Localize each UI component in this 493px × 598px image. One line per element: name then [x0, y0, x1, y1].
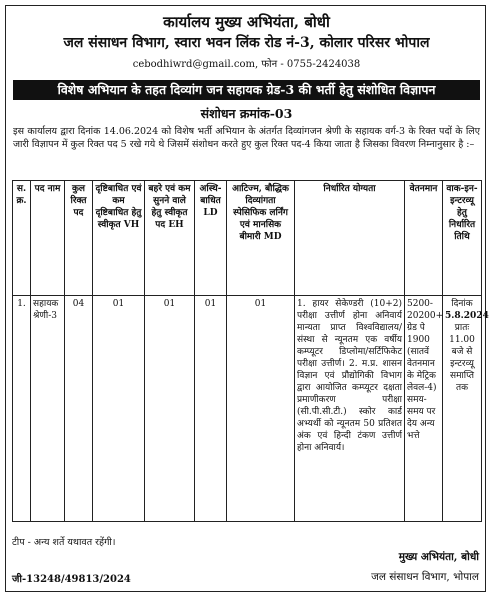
interview-date: 5.8.2024 [445, 311, 489, 321]
cell-post: सहायक श्रेणी-3 [31, 296, 65, 522]
department-address: जल संसाधन विभाग, स्वारा भवन लिंक रोड नं-3, कोलार परिसर भोपाल [63, 35, 430, 51]
table-header-row [13, 181, 482, 296]
contact-line: cebodhiwrd@gmail.com, फोन - 0755-2424038 [132, 59, 361, 70]
header-date: वाक-इन-इन्टरव्यू हेतु निर्धारित तिथि [443, 181, 482, 296]
cell-sno: 1. [13, 296, 31, 522]
cell-md: 01 [227, 296, 295, 522]
date-prefix: दिनांक [451, 299, 473, 309]
header-eh: बहरे एवं कम सुनने वाले हेतु स्वीकृत पद EH [145, 181, 195, 296]
header-qualification: निर्धारित योग्यता [295, 181, 405, 296]
cell-total: 04 [65, 296, 93, 522]
header-post: पद नाम [31, 181, 65, 296]
header-pay: वेतनमान [405, 181, 443, 296]
reference-number: जी-13248/49813/2024 [12, 574, 131, 585]
header-total: कुल रिक्त पद [65, 181, 93, 296]
amendment-number: संशोधन क्रमांक-03 [200, 106, 293, 121]
cell-date [443, 296, 489, 522]
cell-vh: 01 [93, 296, 145, 522]
header-ld: अस्थि-बाधित LD [195, 181, 227, 296]
header-vh: दृष्टिबाधित एवं कम दृष्टिबाधित हेतु स्वीकृत VH [93, 181, 145, 296]
cell-ld: 01 [195, 296, 227, 522]
table-row [13, 296, 482, 522]
signatory-title: मुख्य अभियंता, बोधी [398, 551, 479, 563]
cell-pay: 5200-20200+ ग्रेड पे 1900 (सातवें वेतनमान के मेट्रिक लेवल-4) समय-समय पर देय अन्य भत्ते [405, 296, 443, 522]
date-suffix: प्रातः 11.00 बजे से इन्टरव्यू समाप्ति तक [449, 323, 475, 393]
intro-paragraph: इस कार्यालय द्वारा दिनांक 14.06.2024 को विशेष भर्ती अभियान के अंतर्गत दिव्यांगजन श्रेणी के सहायक वर्ग-3 के रिक्त पदों के लिए जारी विज्ञापन में कुल रिक्त पद 5 रखे गये थे जिसमें संशोधन करते हुए कुल रिक्त पद-4 किया जाता है जिसका विवरण निम्नानुसार है :– [13, 126, 480, 150]
advertisement-banner: विशेष अभियान के तहत दिव्यांग जन सहायक ग्रेड-3 की भर्ती हेतु संशोधित विज्ञापन [13, 80, 480, 100]
note-text: टीप - अन्य शर्ते यथावत रहेंगी। [12, 537, 116, 548]
cell-eh: 01 [145, 296, 195, 522]
vacancy-table [12, 180, 489, 522]
header-sno: स. क्र. [13, 181, 31, 296]
signatory-department: जल संसाधन विभाग, भोपाल [371, 571, 479, 583]
cell-qualification: 1. हायर सेकेण्डरी (10+2) परीक्षा उत्तीर्ण होना अनिवार्य मान्यता प्राप्त विश्वविद्यालय/संस्था से न्यूनतम एक वर्षीय कम्प्यूटर डिप्लोमा/सर्टिफिकेट परीक्षा उत्तीर्ण। 2. म.प्र. शासन विज्ञान एवं प्रौद्योगिकी विभाग द्वारा आयोजित कम्प्यूटर दक्षता प्रमाणीकरण परीक्षा (सी.पी.सी.टी.) स्कोर कार्ड अभ्यर्थी को न्यूनतम 50 प्रतिशत अंक एवं हिन्दी टंकण उत्तीर्ण होना अनिवार्य। [295, 296, 405, 522]
office-title: कार्यालय मुख्य अभियंता, बोधी [163, 13, 330, 31]
header-md: आटिज्म, बौद्धिक दिव्यांगता स्पेसिफिक लर्निंग एवं मानसिक बीमारी MD [227, 181, 295, 296]
